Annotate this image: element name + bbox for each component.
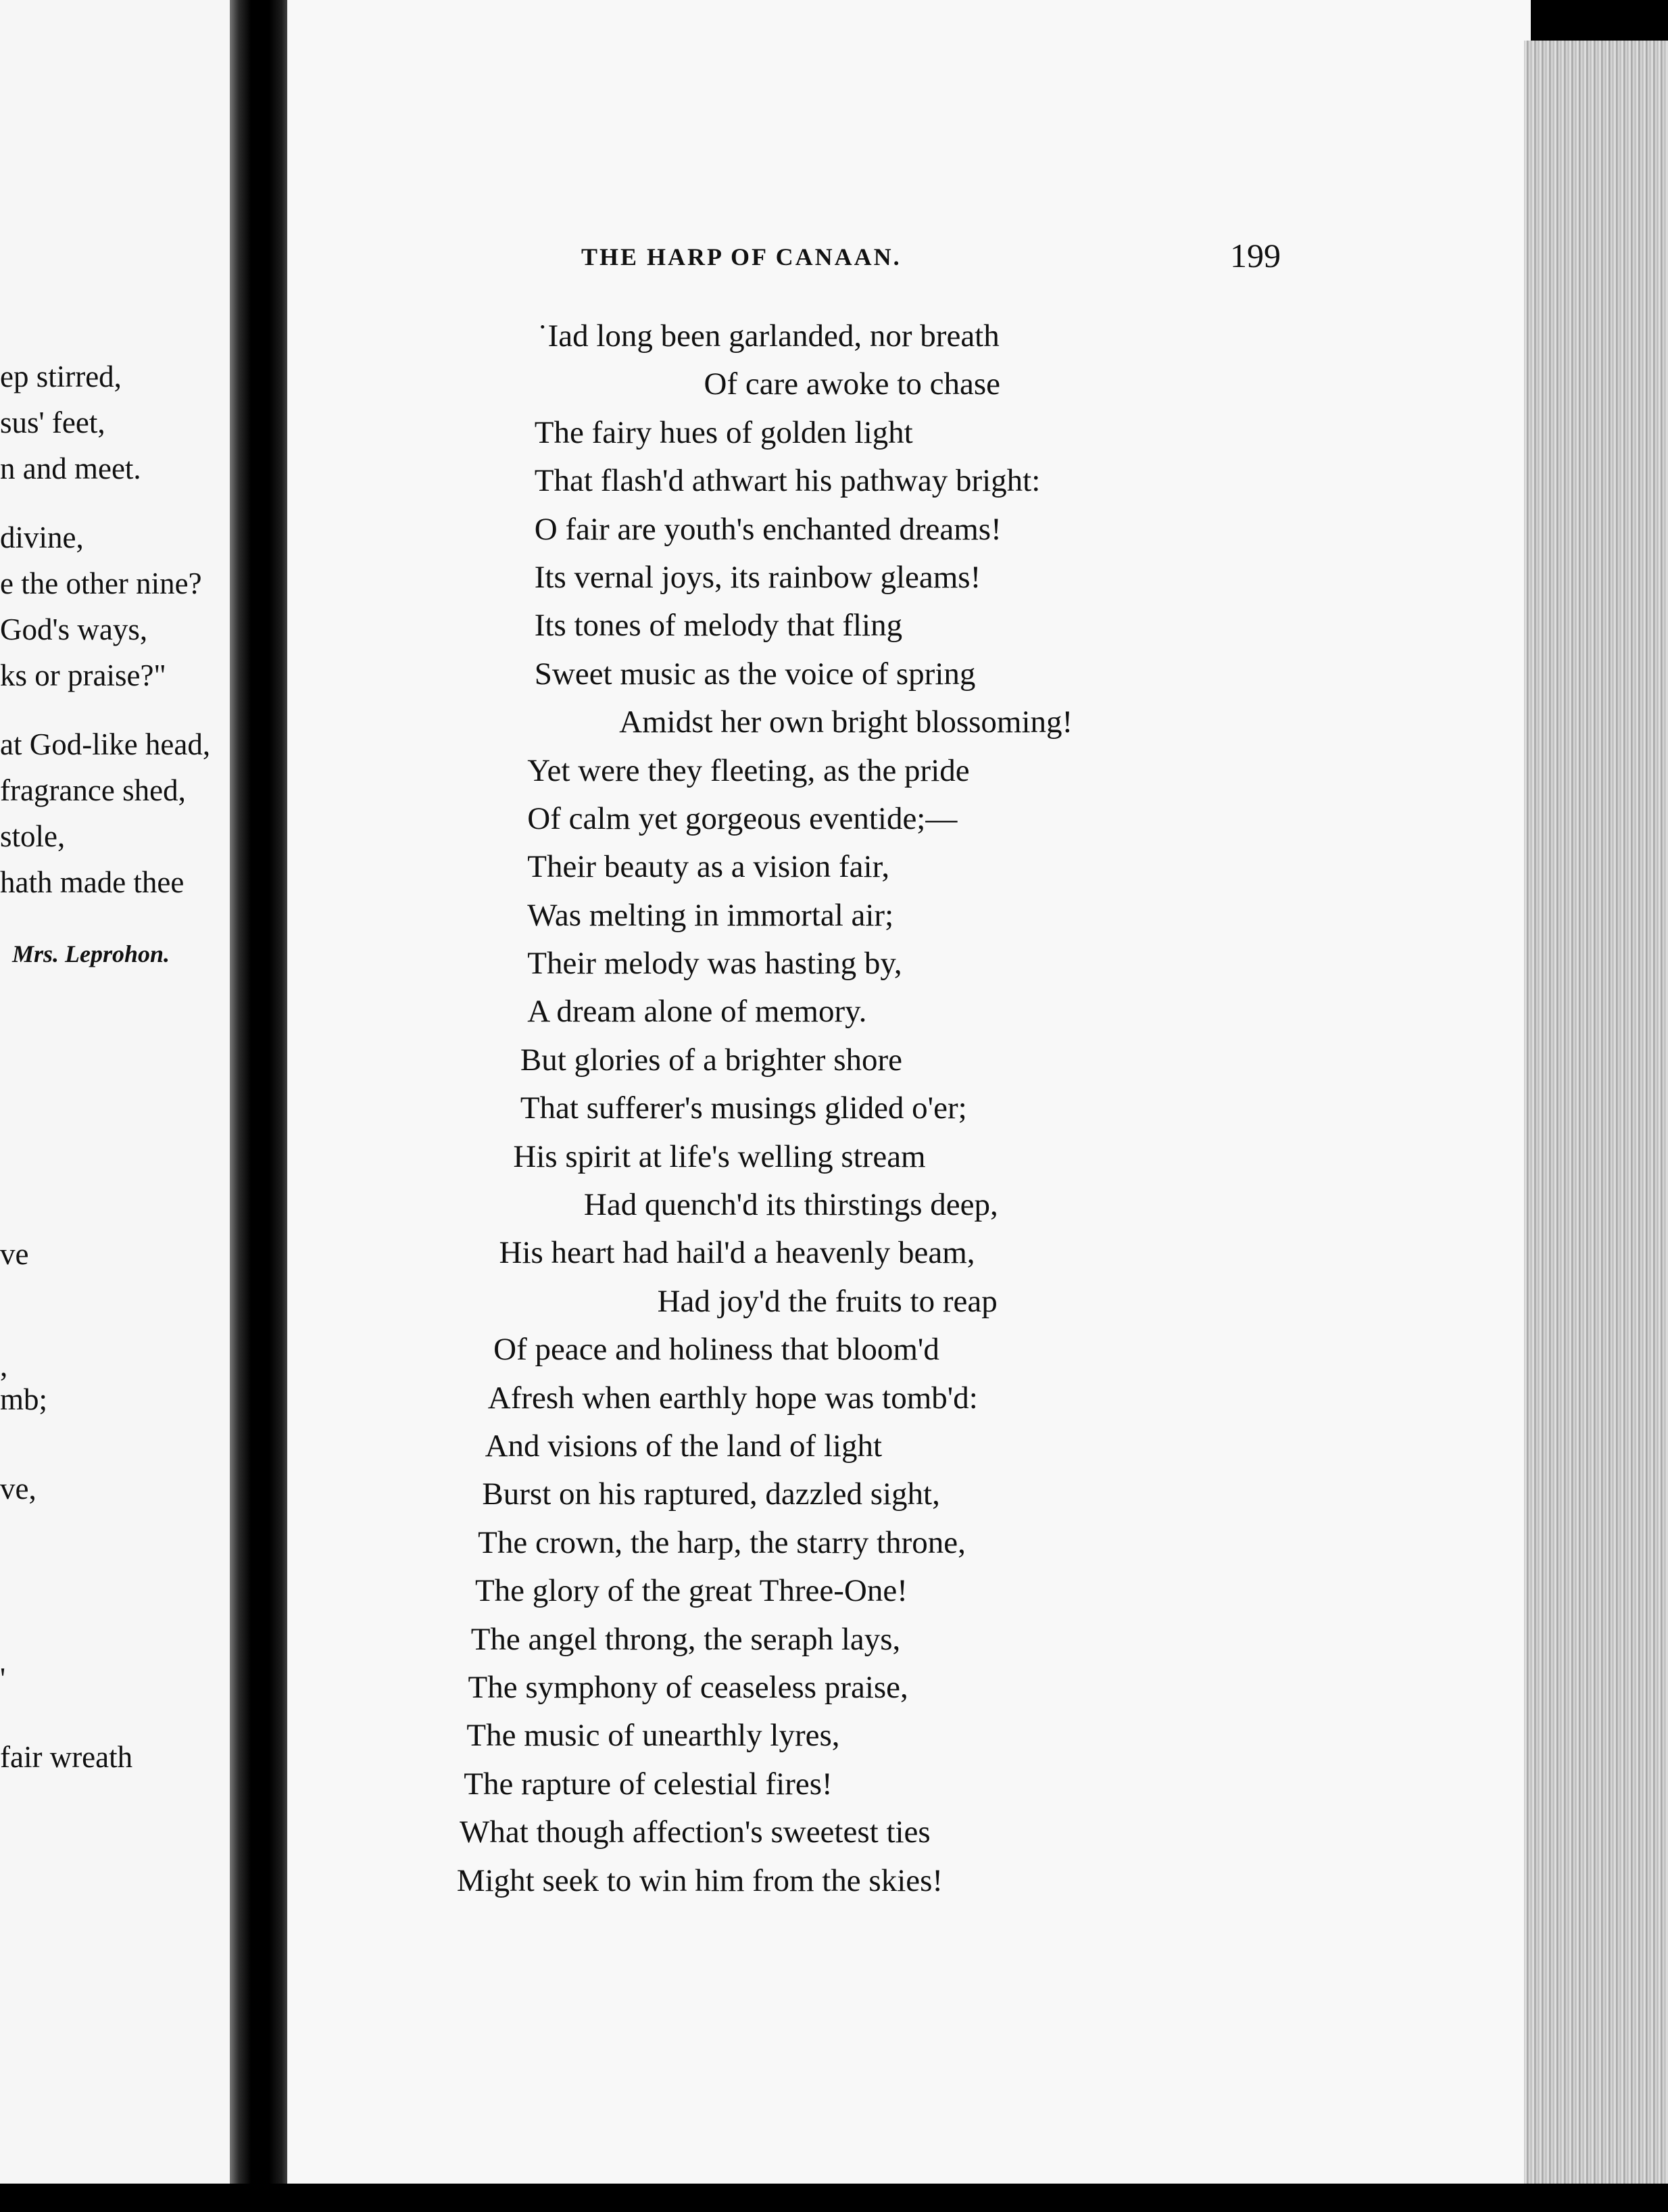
poem-line: That sufferer's musings glided o'er; xyxy=(520,1090,967,1126)
left-page xyxy=(0,0,237,2184)
left-page-line: e the other nine? xyxy=(0,567,202,600)
poem-line: The rapture of celestial fires! xyxy=(464,1766,833,1802)
left-page-line: n and meet. xyxy=(0,452,141,485)
poem-line: Of care awoke to chase xyxy=(704,366,1000,402)
poem-line: Of peace and holiness that bloom'd xyxy=(493,1332,939,1368)
poem-line: Was melting in immortal air; xyxy=(527,897,894,933)
poem-line: His heart had hail'd a heavenly beam, xyxy=(499,1235,975,1271)
left-page-line: sus' feet, xyxy=(0,406,105,439)
poem-line: ˙Iad long been garlanded, nor breath xyxy=(537,318,1000,354)
poem-line: His spirit at life's welling stream xyxy=(513,1138,926,1174)
left-page-line: hath made thee xyxy=(0,865,185,899)
poem-line: Burst on his raptured, dazzled sight, xyxy=(482,1476,940,1512)
poem-line: The symphony of ceaseless praise, xyxy=(468,1669,908,1705)
scan-bottom-edge xyxy=(0,2184,1668,2212)
right-page xyxy=(287,0,1531,2190)
running-head: THE HARP OF CANAAN. xyxy=(581,243,902,270)
page-header xyxy=(287,237,1531,281)
poem-line: Might seek to win him from the skies! xyxy=(456,1862,943,1898)
left-page-line: stole, xyxy=(0,819,66,853)
page-number: 199 xyxy=(1230,237,1281,274)
poem-line: Of calm yet gorgeous eventide;— xyxy=(527,800,958,836)
left-page-line: ks or praise?" xyxy=(0,658,166,692)
left-page-line: divine, xyxy=(0,521,84,554)
poem-line: The crown, the harp, the starry throne, xyxy=(478,1524,966,1560)
left-page-line: fair wreath xyxy=(0,1740,133,1774)
left-page-line: ep stirred, xyxy=(0,360,122,393)
book-gutter xyxy=(230,0,291,2212)
left-page-line: mb; xyxy=(0,1382,48,1416)
poem-line: Amidst her own bright blossoming! xyxy=(619,704,1073,740)
poem-line: The angel throng, the seraph lays, xyxy=(470,1621,901,1657)
poem-line: Its vernal joys, its rainbow gleams! xyxy=(534,559,981,595)
poem-line: O fair are youth's enchanted dreams! xyxy=(534,511,1002,547)
poem-line: The music of unearthly lyres, xyxy=(466,1718,840,1754)
poem-line: The fairy hues of golden light xyxy=(534,414,913,450)
left-page-line: ' xyxy=(0,1662,6,1696)
poem-line: The glory of the great Three-One! xyxy=(474,1573,908,1609)
left-page-line: , xyxy=(0,1349,8,1382)
page-fore-edge xyxy=(1524,41,1668,2212)
poem-line: And visions of the land of light xyxy=(485,1428,883,1464)
poem-body xyxy=(287,312,1531,1905)
left-page-line: ve xyxy=(0,1237,29,1271)
poem-line: What though affection's sweetest ties xyxy=(459,1814,931,1850)
left-page-line: fragrance shed, xyxy=(0,773,186,807)
left-page-line: ve, xyxy=(0,1472,36,1506)
poem-line: Afresh when earthly hope was tomb'd: xyxy=(487,1380,978,1416)
poem-line: Its tones of melody that fling xyxy=(534,608,903,644)
left-page-line: God's ways, xyxy=(0,612,148,646)
poem-line: Their beauty as a vision fair, xyxy=(527,849,890,885)
poem-line: A dream alone of memory. xyxy=(527,994,867,1030)
poem-line: But glories of a brighter shore xyxy=(520,1042,903,1078)
poem-line: Sweet music as the voice of spring xyxy=(534,656,976,692)
poem-line: Their melody was hasting by, xyxy=(527,946,902,982)
poem-line: That flash'd athwart his pathway bright: xyxy=(534,463,1041,499)
poem-line: Yet were they fleeting, as the pride xyxy=(527,752,970,788)
left-page-line: at God-like head, xyxy=(0,727,211,761)
left-page-attribution: Mrs. Leprohon. xyxy=(12,940,170,967)
poem-line: Had quench'd its thirstings deep, xyxy=(583,1187,998,1223)
poem-line: Had joy'd the fruits to reap xyxy=(657,1283,998,1319)
